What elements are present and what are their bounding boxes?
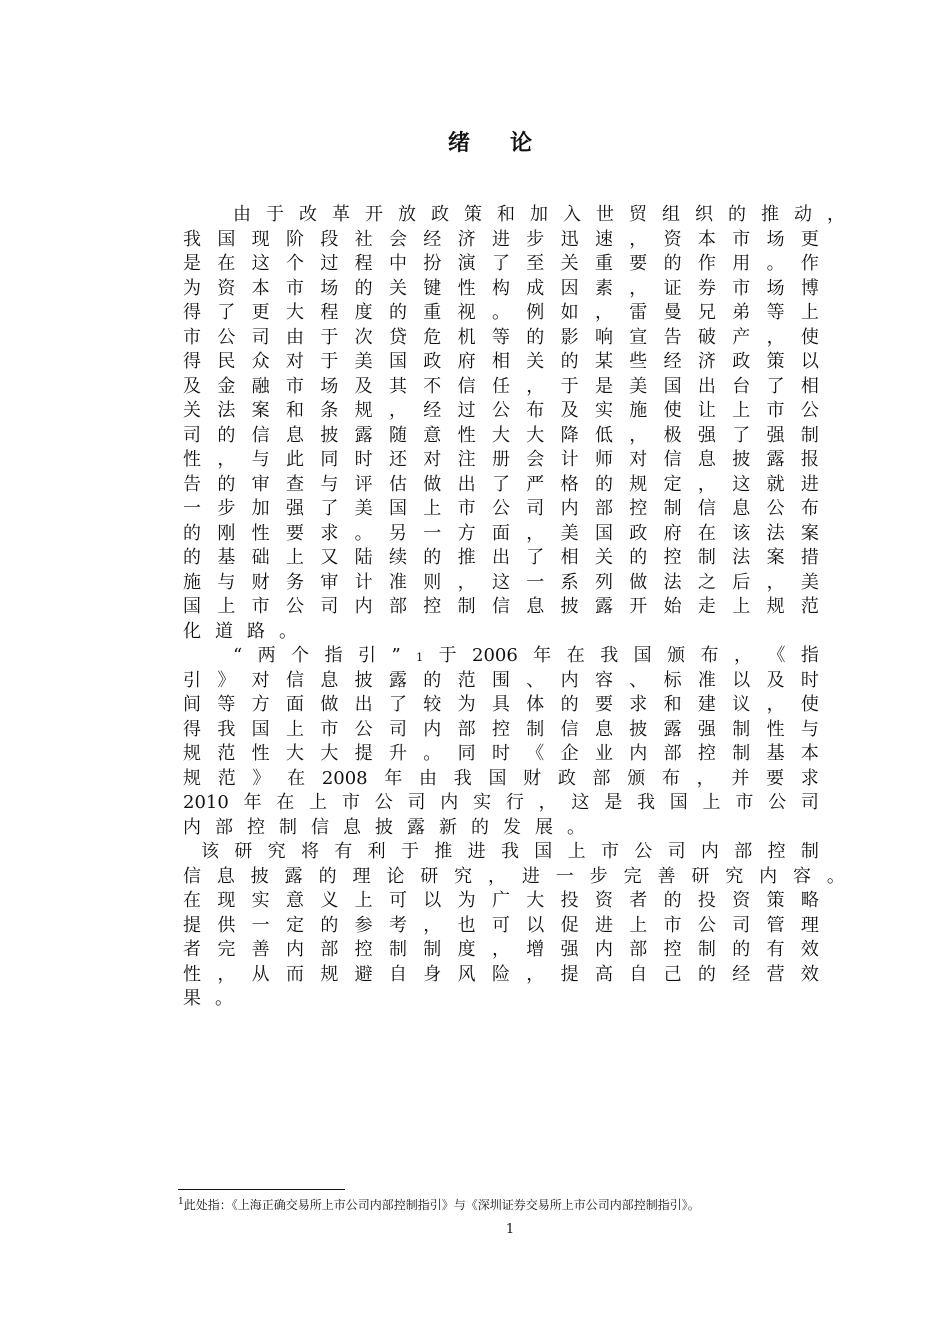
text-line: 国 上 市 公 司 内 部 控 制 信 息 披 露 开 始 走 上 规 范 [183, 596, 819, 617]
text-line: 性 ， 与 此 同 时 还 对 注 册 会 计 师 对 信 息 披 露 报 [183, 449, 819, 470]
text-line: 信 息 披 露 的 理 论 研 究 ， 进 一 步 完 善 研 究 内 容 。 [183, 865, 845, 887]
text-line: 化 道 路 。 [183, 620, 297, 642]
body-text [183, 203, 845, 1012]
text-line: 一 步 加 强 了 美 国 上 市 公 司 内 部 控 制 信 息 公 布 [183, 498, 819, 519]
text-line: 得 民 众 对 于 美 国 政 府 相 关 的 某 些 经 济 政 策 以 [183, 351, 819, 372]
text-line: 规 范 》 在 2008 年 由 我 国 财 政 部 颁 布 ， 并 要 求 [183, 767, 819, 789]
text-line: 果 。 [183, 988, 233, 1009]
text-line: 是 在 这 个 过 程 中 扮 演 了 至 关 重 要 的 作 用 。 作 [183, 253, 819, 274]
text-line: 该 研 究 将 有 利 于 推 进 我 国 上 市 公 司 内 部 控 制 [201, 841, 819, 862]
text-line: 及 金 融 市 场 及 其 不 信 任 ， 于 是 美 国 出 台 了 相 [183, 375, 819, 397]
footnote-text: 此处指：《上海正确交易所上市公司内部控制指引》与《深圳证券交易所上市公司内部控制指引》。 [183, 1198, 700, 1212]
footnote-divider [178, 1189, 345, 1190]
footnote [178, 1196, 700, 1213]
text-line: 间 等 方 面 做 出 了 较 为 具 体 的 要 求 和 建 议 ， 使 [183, 694, 819, 715]
text-line: 规 范 性 大 大 提 升 。 同 时 《 企 业 内 部 控 制 基 本 [183, 743, 819, 764]
text-line: 者 完 善 内 部 控 制 制 度 ， 增 强 内 部 控 制 的 有 效 [183, 939, 819, 960]
text-line: 的 刚 性 要 求 。 另 一 方 面 ， 美 国 政 府 在 该 法 案 [183, 522, 819, 544]
text-line: 2010 年 在 上 市 公 司 内 实 行 ， 这 是 我 国 上 市 公 司 [183, 792, 819, 813]
text-line: 市 公 司 由 于 次 贷 危 机 等 的 影 响 宣 告 破 产 ， 使 [183, 326, 819, 348]
text-line: 得 我 国 上 市 公 司 内 部 控 制 信 息 披 露 强 制 性 与 [183, 718, 819, 740]
text-line: 得 了 更 大 程 度 的 重 视 。 例 如 ， 雷 曼 兄 弟 等 上 [183, 302, 819, 323]
page-number: 1 [505, 1222, 515, 1237]
footnote-marker: 1 [178, 1197, 184, 1207]
page-title: 绪论 [447, 130, 572, 156]
text-line: 的 基 础 上 又 陆 续 的 推 出 了 相 关 的 控 制 法 案 措 [183, 547, 819, 568]
text-line: 内 部 控 制 信 息 披 露 新 的 发 展 。 [183, 816, 585, 838]
text-line: 告 的 审 查 与 评 估 做 出 了 严 格 的 规 定 ， 这 就 进 [183, 473, 819, 495]
text-line-with-footnote: “ 两 个 指 引 ” 1 于 2006 年 在 我 国 颁 布 ， 《 指 [233, 645, 819, 666]
text-line: 司 的 信 息 披 露 随 意 性 大 大 降 低 ， 极 强 了 强 制 [183, 424, 819, 446]
text-line: 性 ， 从 而 规 避 自 身 风 险 ， 提 高 自 己 的 经 营 效 [183, 963, 819, 985]
text-line: 提 供 一 定 的 参 考 ， 也 可 以 促 进 上 市 公 司 管 理 [183, 914, 819, 936]
text-line: 施 与 财 务 审 计 准 则 ， 这 一 系 列 做 法 之 后 ， 美 [183, 571, 819, 593]
text-line: 关 法 案 和 条 规 ， 经 过 公 布 及 实 施 使 让 上 市 公 [183, 400, 819, 421]
text-line: 在 现 实 意 义 上 可 以 为 广 大 投 资 者 的 投 资 策 略 [183, 890, 819, 911]
text-line: 我 国 现 阶 段 社 会 经 济 进 步 迅 速 ， 资 本 市 场 更 [183, 228, 819, 250]
text-line: 由 于 改 革 开 放 政 策 和 加 入 世 贸 组 织 的 推 动 ， [233, 204, 845, 225]
text-line: 为 资 本 市 场 的 关 键 性 构 成 因 素 ， 证 券 市 场 博 [183, 277, 819, 299]
text-line: 引 》 对 信 息 披 露 的 范 围 、 内 容 、 标 准 以 及 时 [183, 669, 819, 691]
